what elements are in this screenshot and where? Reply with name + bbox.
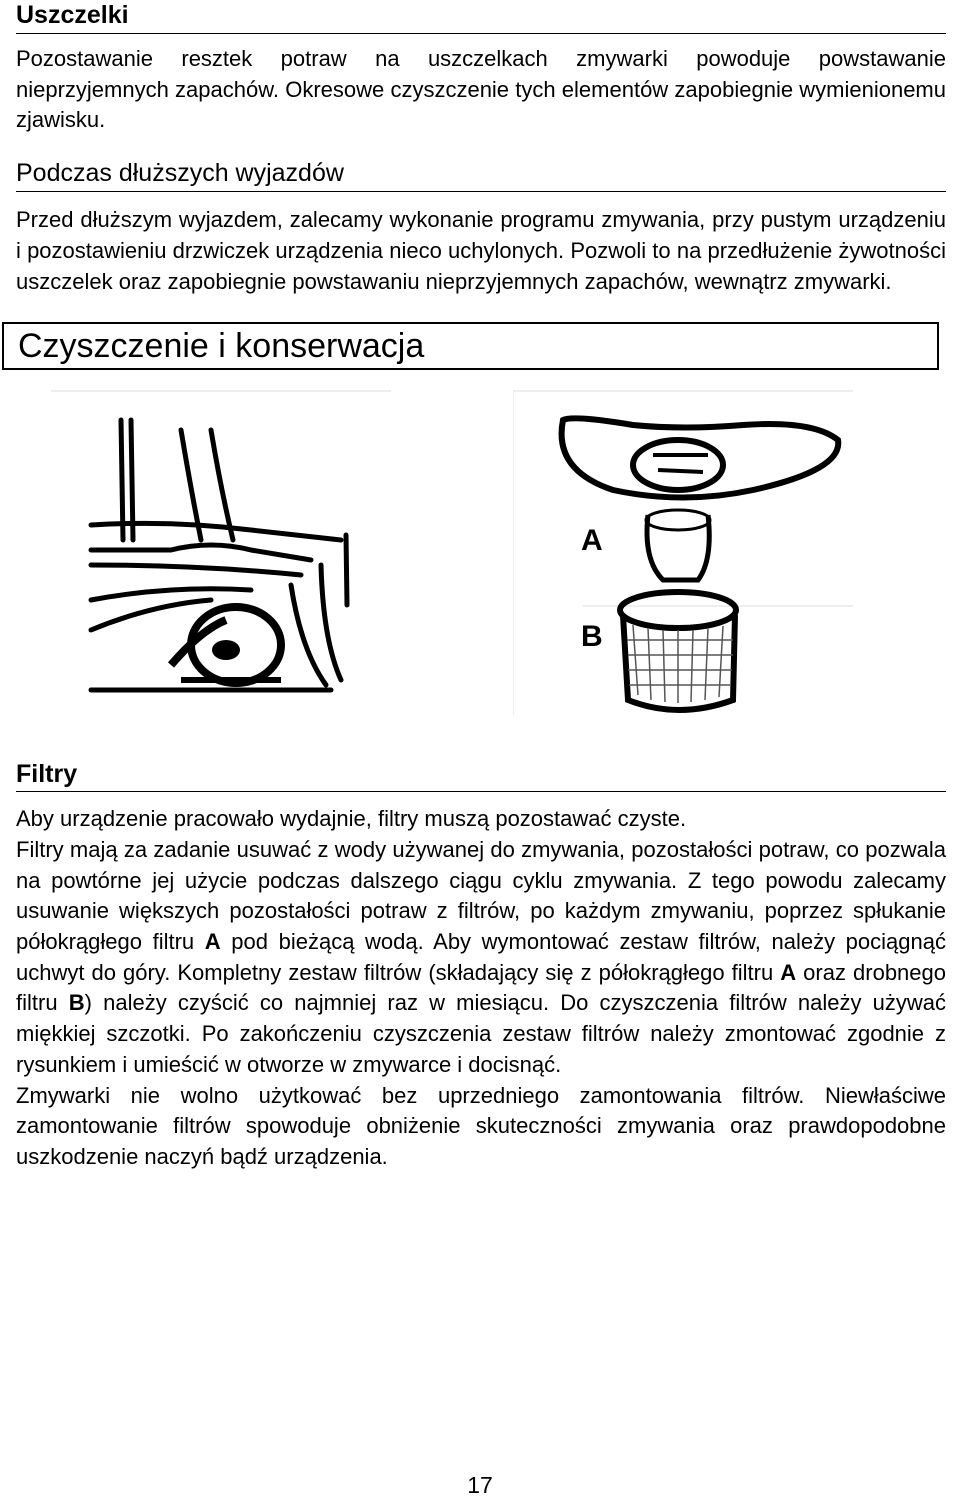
filter-a-ref: A — [204, 929, 221, 955]
paragraph-filtry-details — [16, 835, 946, 1081]
dishwasher-filter-location-illustration — [51, 390, 411, 720]
filter-a-ref: A — [780, 959, 797, 985]
heading-wyjazdy: Podczas dłuższych wyjazdów — [16, 158, 946, 192]
text-segment: Filtry mają za zadanie usuwać z wody używanej do zmywania, pozostałości potraw, co pozwala na powtórne jej użycie podczas dalszego ciągu cyklu zmywania. Z tego powodu zalecamy usuwanie większych pozostałości potraw z filtrów, po każdym zmywaniu, poprzez spłukanie półokrągłego filtru — [16, 836, 946, 955]
figures-row — [16, 370, 946, 750]
paragraph-filtry-warning: Zmywarki nie wolno użytkować bez uprzedniego zamontowania filtrów. Niewłaściwe zamontowanie filtrów spowoduje obniżenie skuteczności zmywania oraz prawdopodobne uszkodzenie naczyń bądź urządzenia. — [16, 1082, 946, 1169]
text-segment: oraz drobnego filtru — [16, 959, 946, 1016]
filter-b-ref: B — [68, 990, 85, 1016]
text-segment: pod bieżącą wodą. Aby wymontować zestaw filtrów, należy pociągnąć uchwyt do góry. Kompletny zestaw filtrów (składający się z półokrągłego filtru — [16, 929, 946, 985]
paragraph-filtry-intro: Aby urządzenie pracowało wydajnie, filtry muszą pozostawać czyste. — [16, 806, 687, 832]
page-content — [16, 0, 946, 1173]
heading-czyszczenie: Czyszczenie i konserwacja — [18, 327, 425, 366]
label-b: B — [581, 620, 603, 654]
heading-czyszczenie-box — [2, 322, 939, 370]
paragraph-uszczelki: Pozostawanie resztek potraw na uszczelkach zmywarki powoduje powstawanie nieprzyjemnych zapachów. Okresowe czyszczenie tych elementów zapobiegnie wymienionemu zjawisku. — [16, 46, 946, 133]
paragraph-wyjazdy: Przed dłuższym wyjazdem, zalecamy wykonanie programu zmywania, przy pustym urządzeniu i pozostawieniu drzwiczek urządzenia nieco uchylonych. Pozwoli to na przedłużenie żywotności uszczelek oraz zapobiegnie powstawaniu nieprzyjemnych zapachów, wewnątrz zmywarki. — [16, 207, 946, 294]
text-segment: ) należy czyścić co najmniej raz w miesiącu. Do czyszczenia filtrów należy używać miękkiej szczotki. Po zakończeniu czyszczenia zestaw filtrów należy zmontować zgodnie z rysunkiem i umieścić w otworze w zmywarce i docisnąć. — [16, 990, 946, 1077]
filter-assembly-illustration — [513, 390, 858, 715]
page-number: 17 — [467, 1472, 493, 1498]
heading-filtry: Filtry — [16, 760, 946, 792]
heading-uszczelki: Uszczelki — [16, 0, 946, 34]
label-a: A — [581, 524, 603, 558]
